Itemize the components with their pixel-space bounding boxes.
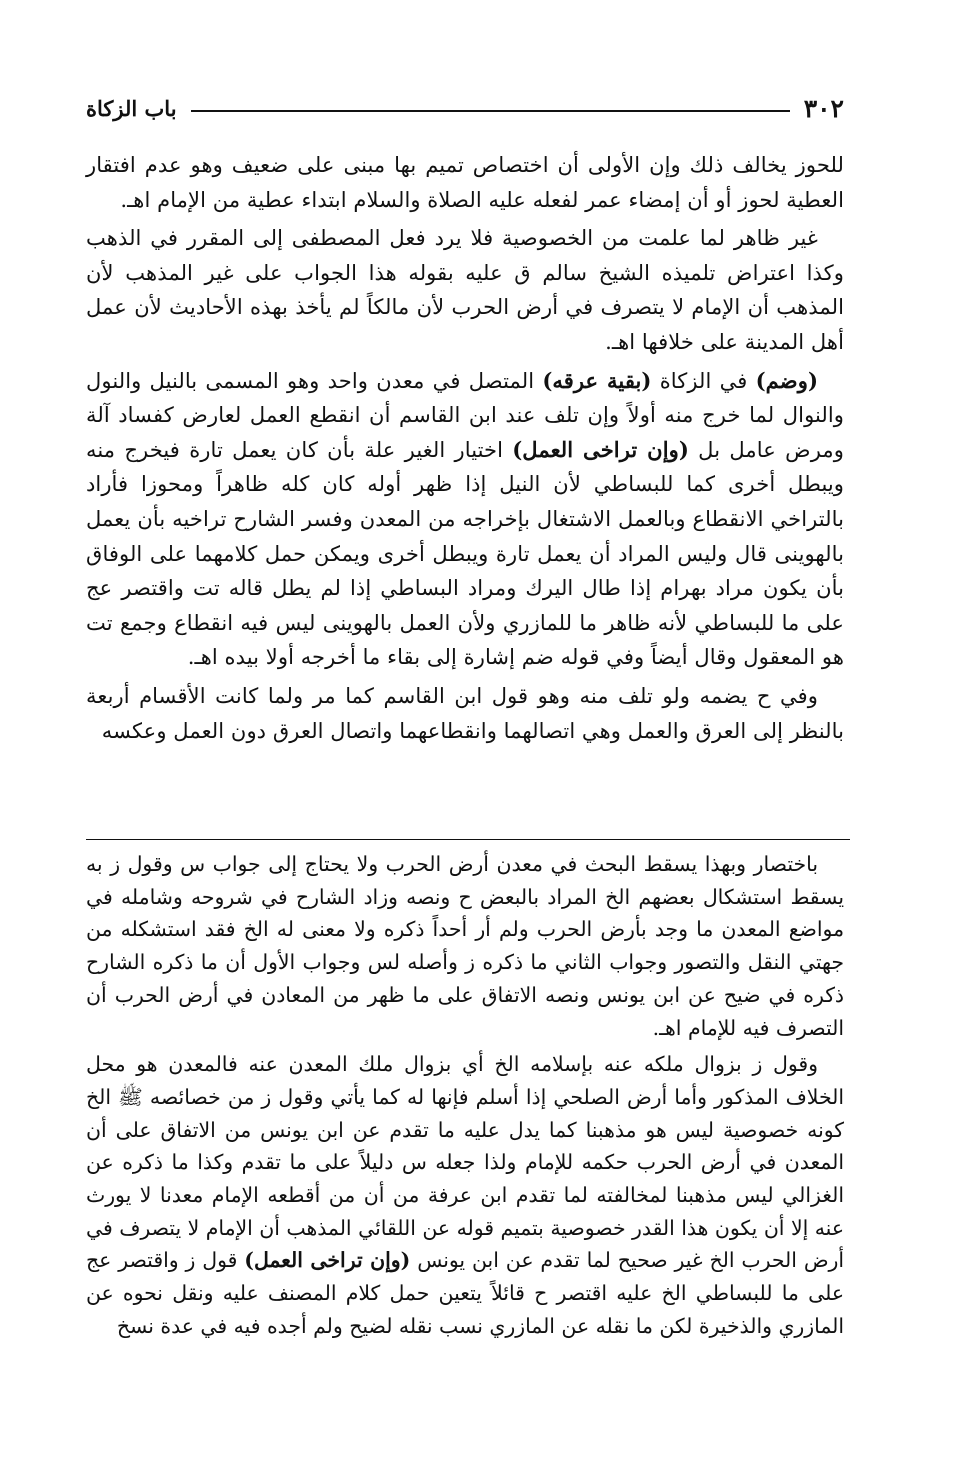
matn-term-baqiyat-irqih: (بقية عرقه) bbox=[542, 367, 652, 393]
page-header bbox=[86, 88, 844, 128]
main-text bbox=[86, 148, 844, 752]
main-paragraph-3-text-1: في الزكاة bbox=[651, 367, 756, 393]
main-paragraph-3-text-2: المتصل في معدن واحد وهو المسمى بالنيل والنول والنوال لما خرج منه أولاً وإن تلف عند ابن القاسم أن انقطع العمل لعارض كفساد آلة ومرض عامل بل bbox=[86, 367, 844, 462]
footnote-paragraph-2-text-1: وقول ز بزوال ملكه عنه بإسلامه الخ أي بزوال ملك المعدن عنه فالمعدن هو محل الخلاف المذكور وأما أرض الصلحي إذا أسلم فإنها له كما يأتي وقول ز من خصائصه ﷺ الخ كونه خصوصية ليس هو مذهبنا كما يدل عليه ما تقدم عن ابن يونس من الاتفاق على أن المعدن في أرض الحرب حكمه للإمام ولذا جعله س دليلاً على ما تقدم وكذا ما ذكره عن الغزالي ليس مذهبنا لمخالفته لما تقدم ابن عرفة من أن من أقطعه الإمام معدنا لا يورث عنه إلا أن يكون هذا القدر خصوصية بتميم قوله عن اللقائي المذهب أن الإمام لا يتصرف في أرض الحرب الخ غير صحيح لما تقدم عن ابن يونس bbox=[86, 1052, 844, 1273]
matn-term-wa-dam: (وضم) bbox=[755, 367, 819, 393]
main-paragraph-1: للحوز يخالف ذلك وإن الأولى أن اختصاص تميم بها مبنى على ضعيف وهو عدم افتقار العطية لحوز أو أن إمضاء عمر لفعله عليه الصلاة والسلام ابتداء عطية من الإمام اهـ. bbox=[86, 152, 844, 212]
main-paragraph-3-text-3: اختيار الغير علة بأن كان يعمل تارة فيخرج منه ويبطل أخرى كما للبساطي لأن النيل إذا ظهر أوله كان كله ظاهراً ومحوزا فأراد بالتراخي الانقطاع وبالعمل الاشتغال بإخراجه من المعدن وفسر الشارح تراخيه بأن يعمل بالهوينى قال وليس المراد أن يعمل تارة ويبطل أخرى ويمكن حمل كلامهما على الوفاق بأن يكون مراد بهرام إذا طال اليرك ومراد البساطي إذا لم يطل قاله تت واقتصر عج على ما للبساطي لأنه ظاهر ما للمازري ولأن العمل بالهوينى ليس فيه انقطاع وجمع تت هو المعقول وقال أيضاً وفي قوله ضم إشارة إلى بقاء ما أخرجه أولا بيده اهـ. bbox=[86, 436, 844, 670]
matn-term-tarakha-al-amal: (وإن تراخى العمل) bbox=[512, 436, 689, 462]
page-number: ٣٠٢ bbox=[803, 93, 844, 123]
header-rule bbox=[191, 110, 790, 112]
main-paragraph-3 bbox=[86, 364, 844, 675]
main-paragraph-4: وفي ح يضمه ولو تلف منه وهو قول ابن القاسم كما مر ولما كانت الأقسام أربعة بالنظر إلى العرق والعمل وهي اتصالهما وانقطاعهما واتصال العرق دون العمل وعكسه bbox=[86, 682, 844, 743]
footnote-term-tarakha-al-amal: (وإن تراخى العمل) bbox=[244, 1248, 411, 1273]
footnote-paragraph-2-text-2: قول ز واقتصر عج على ما للبساطي الخ عليه اقتصر ح قائلاً يتعين حمل كلام المصنف عليه ونقل نحوه عن المازري والذخيرة لكن ما نقله عن المازري نسب نقله لضيح ولم أجده فيه في عدة نسخ bbox=[86, 1248, 844, 1338]
footnote-paragraph-2 bbox=[86, 1048, 844, 1342]
footnote-text bbox=[86, 848, 844, 1347]
main-paragraph-2: غير ظاهر لما علمت من الخصوصية فلا يرد فعل المصطفى إلى المقرر في الذهب وكذا اعتراض تلميذه الشيخ سالم ق عليه بقوله هذا الجواب على غير المذهب لأن المذهب أن الإمام لا يتصرف في أرض الحرب لأن مالكاً لم يأخذ بهذه الأحاديث لأن عمل أهل المدينة على خلافها اهـ. bbox=[86, 225, 844, 354]
footnote-separator bbox=[86, 839, 850, 840]
section-title: باب الزكاة bbox=[86, 95, 177, 121]
footnote-paragraph-1: باختصار وبهذا يسقط البحث في معدن أرض الحرب ولا يحتاج إلى جواب س وقول ز به يسقط استشكال بعضهم الخ المراد بالبعض ح ونصه وزاد الشارح في شروحه وشامله في مواضع المعدن ما وجد بأرض الحرب ولم أر أحداً ذكره ولا معنى له الخ فقد استشكله من جهتي النقل والتصور وجواب الثاني ما ذكره ز وأصله لس وجواب الأول أن ما ذكره الشارح ذكره في ضيح عن ابن يونس ونصه الاتفاق على ما ظهر من المعادن في أرض الحرب أن التصرف فيه للإمام اهـ. bbox=[86, 852, 844, 1040]
